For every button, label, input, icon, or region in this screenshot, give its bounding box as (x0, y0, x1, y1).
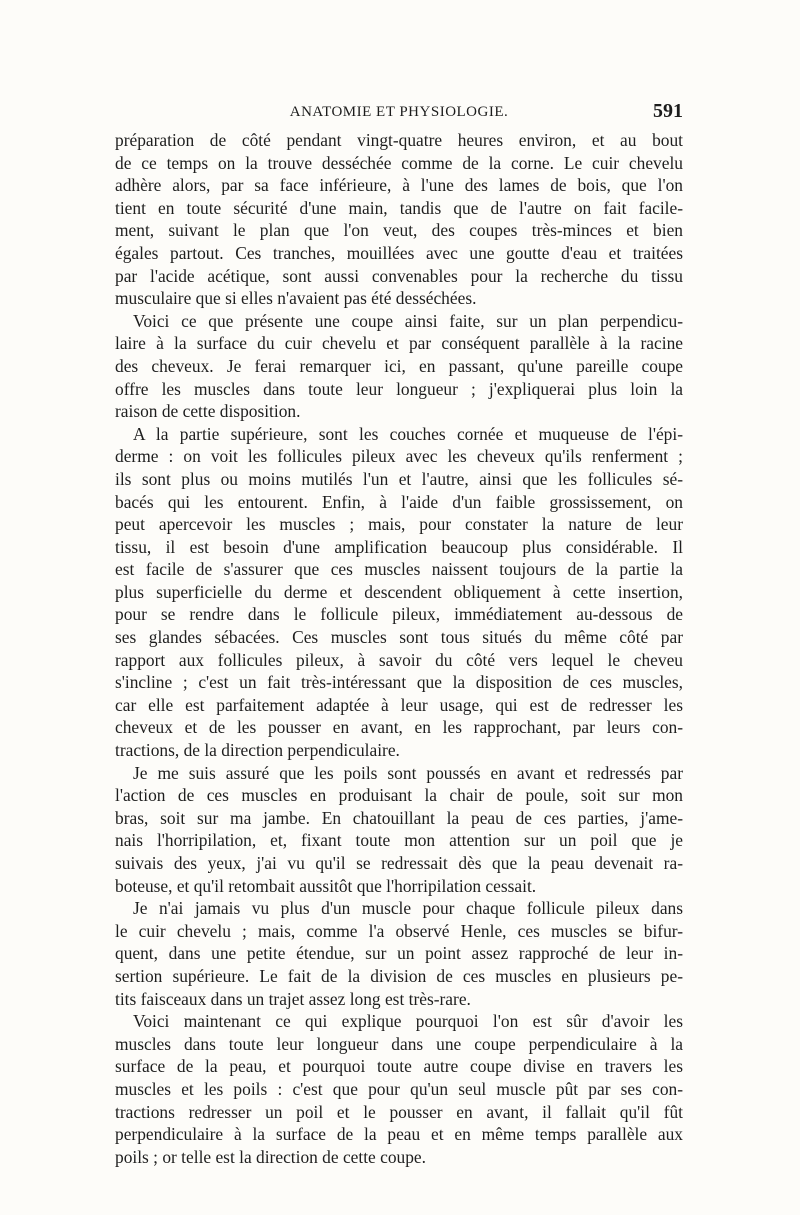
text-line: suivais des yeux, j'ai vu qu'il se redressait dès que la peau devenait ra- (115, 853, 683, 873)
page-number: 591 (653, 100, 683, 122)
text-line: musculaire que si elles n'avaient pas été desséchées. (115, 288, 477, 309)
text-line: des cheveux. Je ferai remarquer ici, en passant, qu'une pareille coupe (115, 355, 683, 376)
text-line: sertion supérieure. Le fait de la division de ces muscles en plusieurs pe- (115, 965, 683, 986)
text-line: laire à la surface du cuir chevelu et par conséquent parallèle à la racine (115, 333, 683, 354)
text-line: quent, dans une petite étendue, sur un point assez rapproché de leur in- (115, 943, 683, 964)
text-line: tractions redresser un poil et le pousser en avant, il fallait qu'il fût (115, 1101, 683, 1122)
text-line: l'action de ces muscles en produisant la chair de poule, soit sur mon (115, 785, 683, 806)
paragraph (115, 129, 683, 310)
text-line: le cuir chevelu ; mais, comme l'a observé Henle, ces muscles se bifur- (115, 920, 683, 941)
text-line: car elle est parfaitement adaptée à leur usage, qui est de redresser les (115, 694, 683, 715)
body-text (115, 129, 683, 1168)
text-line: par l'acide acétique, sont aussi convenables pour la recherche du tissu (115, 265, 683, 286)
text-line: cheveux et de les pousser en avant, en les rapprochant, par leurs con- (115, 717, 683, 738)
text-line: ses glandes sébacées. Ces muscles sont tous situés du même côté par (115, 627, 683, 648)
text-line: Voici ce que présente une coupe ainsi faite, sur un plan perpendicu- (133, 310, 683, 331)
text-line: rapport aux follicules pileux, à savoir du côté vers lequel le cheveu (115, 649, 683, 670)
text-line: ment, suivant le plan que l'on veut, des coupes très-minces et bien (115, 220, 683, 241)
text-line: tractions, de la direction perpendiculaire. (115, 740, 400, 761)
paragraph (115, 1010, 683, 1168)
text-line: nais l'horripilation, et, fixant toute mon attention sur un poil que je (115, 830, 683, 851)
text-line: de ce temps on la trouve desséchée comme de la corne. Le cuir chevelu (115, 152, 683, 173)
text-line: bacés qui les entourent. Enfin, à l'aide d'un faible grossissement, on (115, 491, 683, 512)
text-line: peut apercevoir les muscles ; mais, pour constater la nature de leur (115, 514, 683, 535)
text-line: tissu, il est besoin d'une amplification beaucoup plus considérable. Il (115, 536, 683, 557)
text-line: Je me suis assuré que les poils sont poussés en avant et redressés par (133, 762, 683, 783)
text-line: s'incline ; c'est un fait très-intéressant que la disposition de ces muscles, (115, 672, 683, 693)
paragraph (115, 423, 683, 762)
text-line: A la partie supérieure, sont les couches cornée et muqueuse de l'épi- (133, 423, 683, 444)
text-line: est facile de s'assurer que ces muscles naissent toujours de la partie la (115, 559, 683, 580)
text-line: adhère alors, par sa face inférieure, à l'une des lames de bois, que l'on (115, 175, 683, 196)
text-line: tient en toute sécurité d'une main, tandis que de l'autre on fait facile- (115, 197, 683, 218)
text-line: Je n'ai jamais vu plus d'un muscle pour chaque follicule pileux dans (133, 898, 683, 919)
text-line: plus superficielle du derme et descendent obliquement à cette insertion, (115, 581, 683, 602)
text-line: muscles et les poils : c'est que pour qu'un seul muscle pût par ses con- (115, 1078, 683, 1099)
text-line: égales partout. Ces tranches, mouillées avec une goutte d'eau et traitées (115, 242, 683, 263)
running-head (115, 100, 683, 126)
text-line: poils ; or telle est la direction de cette coupe. (115, 1146, 426, 1167)
text-line: tits faisceaux dans un trajet assez long est très-rare. (115, 988, 471, 1009)
running-title: ANATOMIE ET PHYSIOLOGIE. (289, 104, 509, 120)
text-line: ils sont plus ou moins mutilés l'un et l'autre, ainsi que les follicules sé- (115, 468, 683, 489)
paragraph (115, 762, 683, 898)
text-line: muscles dans toute leur longueur dans une coupe perpendiculaire à la (115, 1033, 683, 1054)
text-line: perpendiculaire à la surface de la peau et en même temps parallèle aux (115, 1124, 683, 1145)
text-line: préparation de côté pendant vingt-quatre heures environ, et au bout (115, 130, 683, 150)
text-line: bras, soit sur ma jambe. En chatouillant la peau de ces parties, j'ame- (115, 807, 683, 828)
text-line: surface de la peau, et pourquoi toute autre coupe divise en travers les (115, 1056, 683, 1077)
text-line: pour se rendre dans le follicule pileux, immédiatement au-dessous de (115, 604, 683, 625)
text-line: derme : on voit les follicules pileux avec les cheveux qu'ils renferment ; (115, 446, 683, 467)
text-line: offre les muscles dans toute leur longueur ; j'expliquerai plus loin la (115, 378, 683, 399)
text-line: Voici maintenant ce qui explique pourquoi l'on est sûr d'avoir les (133, 1011, 683, 1032)
text-line: raison de cette disposition. (115, 401, 301, 422)
paragraph (115, 897, 683, 1010)
text-line: boteuse, et qu'il retombait aussitôt que l'horripilation cessait. (115, 875, 537, 896)
paragraph (115, 310, 683, 423)
